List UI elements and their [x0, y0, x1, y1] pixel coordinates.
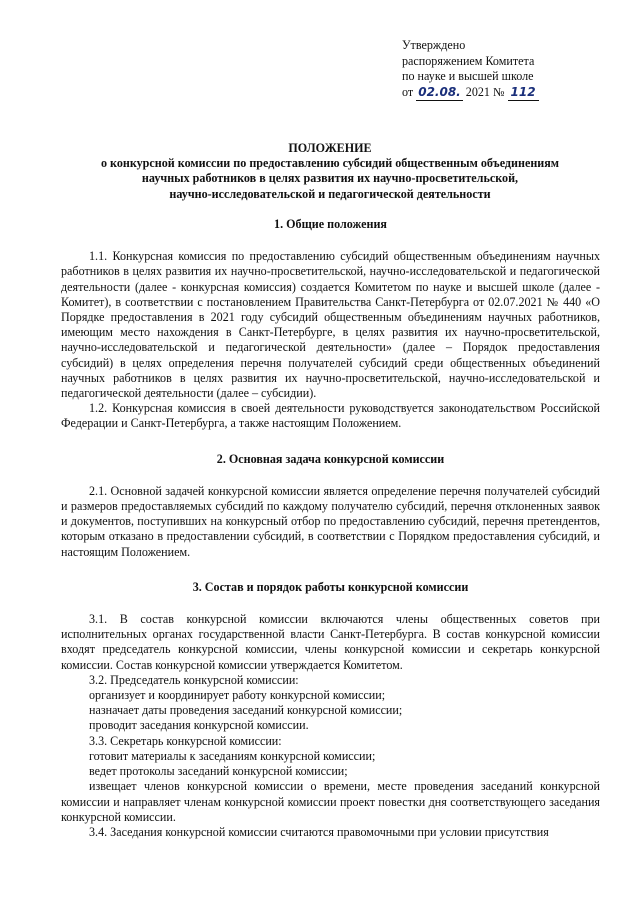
list-item: назначает даты проведения заседаний конкурсной комиссии; — [89, 703, 403, 718]
list-item: проводит заседания конкурсной комиссии. — [89, 718, 309, 733]
paragraph: 3.1. В состав конкурсной комиссии включаются члены общественных советов при исполнительных органах государственной власти Санкт-Петербурга. В состав конкурсной комиссии входят председатель конкурсной комиссии, члены конкурсной комиссии и секретарь конкурсной комиссии. Состав конкурсной комиссии утверждается Комитетом. — [61, 612, 600, 672]
list-item: извещает членов конкурсной комиссии о времени, месте проведения заседаний конкурсной комиссии и направляет членам конкурсной комиссии проект повестки дня соответствующего заседания конкурсной комиссии. — [61, 779, 600, 824]
approval-line: Утверждено — [402, 38, 466, 52]
paragraph: 1.1. Конкурсная комиссия по предоставлению субсидий общественным объединениям научных работников в целях развития их научно-просветительской, научно-исследовательской и педагогической деятельности (далее - конкурсная комиссия) создается Комитетом по науке и высшей школе (далее - Комитет), в соответствии с постановлением Правительства Санкт-Петербурга от 02.07.2021 № 440 «О Порядке предоставления в 2021 году субсидий общественным объединениям научных работников, имеющим место нахождения в Санкт-Петербурге, в целях развития их научно-просветительской, научно-исследовательской и педагогической деятельности» (далее – Порядок предоставления субсидий) в целях определения перечня получателей субсидий среди общественных объединений научных работников в целях развития их научно-просветительской, научно-исследовательской и педагогической деятельности (далее – субсидии). — [61, 249, 600, 401]
approval-date-line — [402, 85, 612, 102]
list-item: организует и координирует работу конкурсной комиссии; — [89, 688, 386, 703]
year-label: 2021 № — [465, 84, 505, 99]
list-item: готовит материалы к заседаниям конкурсной комиссии; — [89, 748, 376, 763]
title-line: о конкурсной комиссии по предоставлению субсидий общественным объединениям — [100, 156, 560, 170]
section-heading: 3. Состав и порядок работы конкурсной комиссии — [192, 579, 469, 594]
paragraph: 1.2. Конкурсная комиссия в своей деятельности руководствуется законодательством Российской Федерации и Санкт-Петербурга, а также настоящим Положением. — [61, 401, 600, 431]
paragraph: 3.3. Секретарь конкурсной комиссии: — [89, 733, 282, 748]
document-body — [61, 217, 600, 840]
title-heading: ПОЛОЖЕНИЕ — [288, 141, 372, 155]
paragraph: 3.2. Председатель конкурсной комиссии: — [89, 672, 299, 687]
title-line: научных работников в целях развития их научно-просветительской, — [141, 171, 519, 186]
handwritten-date: 02.08. — [416, 85, 463, 102]
handwritten-number: 112 — [508, 85, 539, 102]
paragraph: 2.1. Основной задачей конкурсной комиссии является определение перечня получателей субсидий и размеров предоставляемых субсидий по каждому получателю субсидий, перечня отклоненных заявок и документов, поступивших на конкурсный отбор по предоставлению субсидий, перечня претендентов, которым отказано в предоставлении субсидий, в соответствии с Порядком предоставления субсидий, и настоящим Положением. — [61, 483, 600, 559]
document-title — [60, 140, 600, 202]
approval-line: по науке и высшей школе — [402, 69, 534, 83]
approval-block — [402, 38, 612, 101]
list-item: ведет протоколы заседаний конкурсной комиссии; — [89, 764, 348, 779]
date-prefix: от — [402, 84, 414, 99]
section-heading: 2. Основная задача конкурсной комиссии — [216, 451, 445, 466]
title-line: научно-исследовательской и педагогической деятельности — [169, 186, 491, 201]
approval-line: распоряжением Комитета — [402, 53, 535, 68]
paragraph: 3.4. Заседания конкурсной комиссии считаются правомочными при условии присутствия — [89, 824, 549, 839]
section-heading: 1. Общие положения — [274, 217, 387, 231]
